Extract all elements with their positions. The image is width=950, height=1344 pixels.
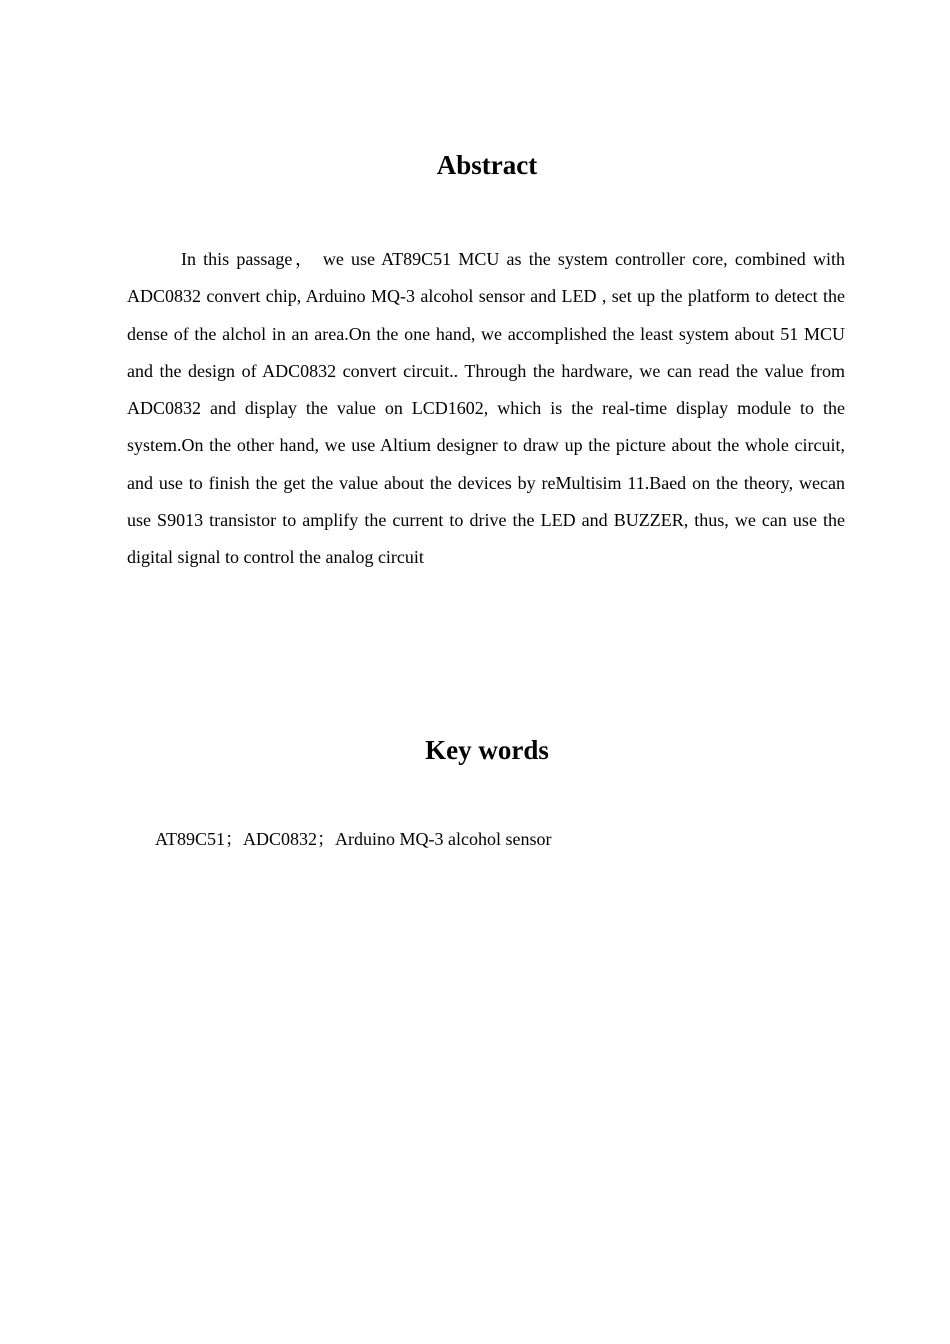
abstract-paragraph: In this passage， we use AT89C51 MCU as the system controller core, combined with ADC0832 convert chip, Arduino MQ-3 alcohol sensor and LED , set up the platform to detect the dense of the alchol in an area.On the one hand, we accomplished the least system about 51 MCU and the design of ADC0832 convert circuit.. Through the hardware, we can read the value from ADC0832 and display the value on LCD1602, which is the real-time display module to the system.On the other hand, we use Altium designer to draw up the picture about the whole circuit, and use to finish the get the value about the devices by reMultisim 11.Baed on the theory, wecan use S9013 transistor to amplify the current to drive the LED and BUZZER, thus, we can use the digital signal to control the analog circuit xyxy=(127,249,845,568)
abstract-heading: Abstract xyxy=(436,150,538,180)
keywords-heading: Key words xyxy=(425,735,549,765)
keywords-list: AT89C51；ADC0832；Arduino MQ-3 alcohol sensor xyxy=(155,829,552,849)
